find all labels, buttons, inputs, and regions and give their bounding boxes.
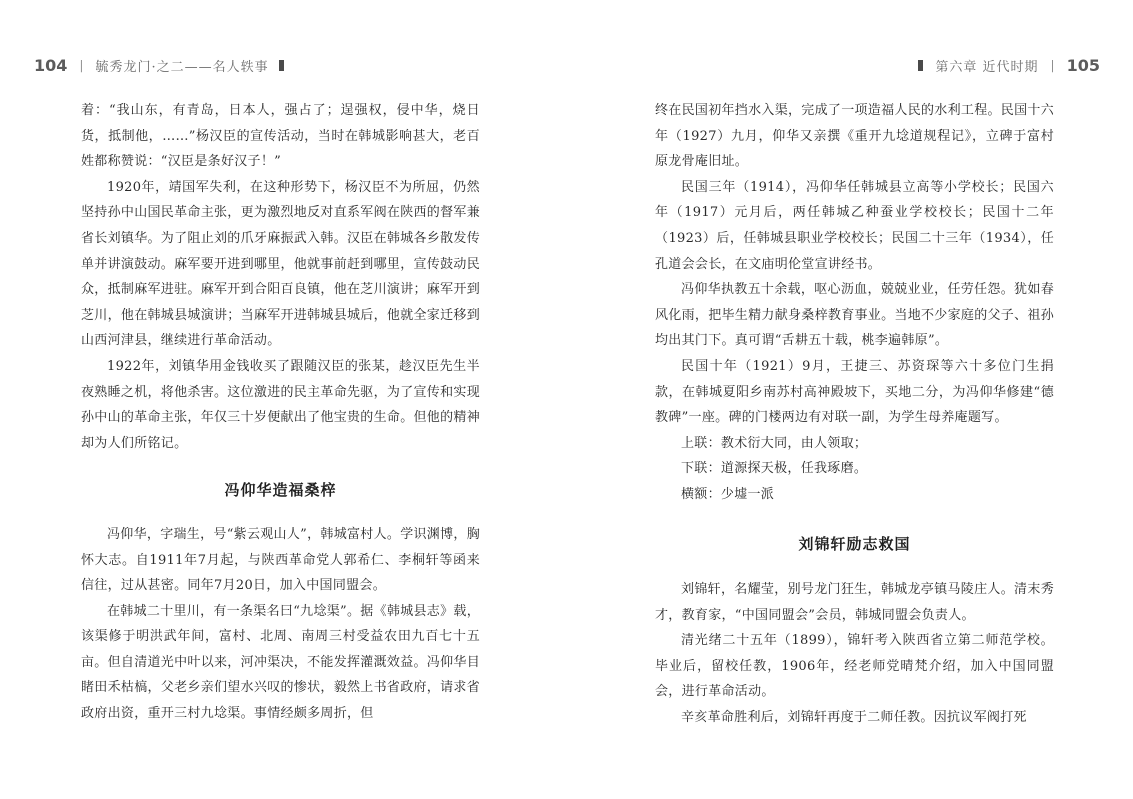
header-separator: | — [1050, 58, 1055, 72]
paragraph: 终在民国初年挡水入渠，完成了一项造福人民的水利工程。民国十六年（1927）九月，仰华又亲撰《重开九埝道规程记》，立碑于富村原龙骨庵旧址。 — [655, 103, 1055, 170]
paragraph: 冯仰华执教五十余载，呕心沥血，兢兢业业，任劳任怨。犹如春风化雨，把毕生精力献身桑梓教育事业。当地不少家庭的父子、祖孙均出其门下。真可谓“舌耕五十载，桃李遍韩原”。 — [655, 282, 1055, 349]
right-running-header — [918, 53, 1100, 77]
couplet-line: 下联：道源探天极，任我琢磨。 — [681, 461, 868, 477]
header-block-mark — [918, 60, 923, 71]
couplet-line: 上联：教术衍大同，由人领取； — [681, 435, 868, 451]
paragraph: 民国十年（1921）9月，王捷三、苏资琛等六十多位门生捐款，在韩城夏阳乡南苏村高神殿坡下，买地二分，为冯仰华修建“德教碑”一座。碑的门楼两边有对联一副，为学生母养庵题写。 — [655, 358, 1054, 426]
left-page — [0, 0, 566, 799]
couplet-line: 横额：少墟一派 — [681, 486, 775, 502]
right-page-body — [655, 98, 1054, 731]
paragraph: 辛亥革命胜利后，刘锦轩再度于二师任教。因抗议军阀打死 — [681, 710, 1027, 726]
left-page-body — [81, 98, 480, 727]
page-number: 105 — [1066, 55, 1100, 75]
right-page — [566, 0, 1133, 799]
paragraph: 1920年，靖国军失利，在这种形势下，杨汉臣不为所屈，仍然坚持孙中山国民革命主张，更为激烈地反对直系军阀在陕西的督军兼省长刘镇华。为了阻止刘的爪牙麻振武入韩。汉臣在韩城各乡散发传单并讲演鼓动。麻军要开进到哪里，他就事前赶到哪里，宣传鼓动民众，抵制麻军进驻。麻军开到合阳百良镇，他在芝川演讲；麻军开到芝川，他在韩城县城演讲；当麻军开进韩城县城后，他就全家迁移到山西河津县，继续进行革命活动。 — [81, 179, 481, 349]
header-title: 毓秀龙门·之二——名人轶事 — [95, 59, 269, 75]
header-block-mark — [279, 60, 284, 71]
paragraph: 在韩城二十里川，有一条渠名曰“九埝渠”。据《韩城县志》载，该渠修于明洪武年间，富村、北周、南周三村受益农田九百七十五亩。但自清道光中叶以来，河冲渠决，不能发挥灌溉效益。冯仰华目睹田禾枯槁，父老乡亲们望水兴叹的惨状，毅然上书省政府，请求省政府出资，重开三村九埝渠。事情经颇多周折，但 — [81, 603, 481, 722]
section-title: 冯仰华造福桑梓 — [224, 481, 337, 500]
paragraph: 冯仰华，字瑞生，号“紫云观山人”，韩城富村人。学识渊博，胸怀大志。自1911年7月起，与陕西革命党人郭希仁、李桐轩等函来信往，过从甚密。同年7月20日，加入中国同盟会。 — [81, 526, 480, 594]
paragraph: 民国三年（1914），冯仰华任韩城县立高等小学校长；民国六年（1917）元月后，两任韩城乙种蚕业学校校长；民国十二年（1923）后，任韩城县职业学校校长；民国二十三年（1934），任孔道会会长，在文庙明伦堂宣讲经书。 — [655, 179, 1054, 272]
paragraph: 刘锦轩，名耀莹，别号龙门狂生，韩城龙亭镇马陵庄人。清末秀才，教育家，“中国同盟会”会员，韩城同盟会负责人。 — [655, 582, 1054, 623]
left-running-header — [34, 53, 284, 77]
header-separator: | — [79, 58, 84, 72]
paragraph: 着：“我山东，有青岛，日本人，强占了；逞强权，侵中华，烧日货，抵制他，……”杨汉臣的宣传活动，当时在韩城影响甚大，老百姓都称赞说：“汉臣是条好汉子！” — [81, 103, 480, 170]
header-title: 第六章 近代时期 — [935, 59, 1039, 75]
paragraph: 清光绪二十五年（1899），锦轩考入陕西省立第二师范学校。毕业后，留校任教，1906年，经老师党晴梵介绍，加入中国同盟会，进行革命活动。 — [655, 633, 1054, 700]
section-title: 刘锦轩励志救国 — [798, 534, 911, 553]
paragraph: 1922年，刘镇华用金钱收买了跟随汉臣的张某，趁汉臣先生半夜熟睡之机，将他杀害。这位激进的民主革命先驱，为了宣传和实现孙中山的革命主张，年仅三十岁便献出了他宝贵的生命。但他的精神却为人们所铭记。 — [81, 358, 481, 451]
page-number: 104 — [34, 55, 68, 75]
